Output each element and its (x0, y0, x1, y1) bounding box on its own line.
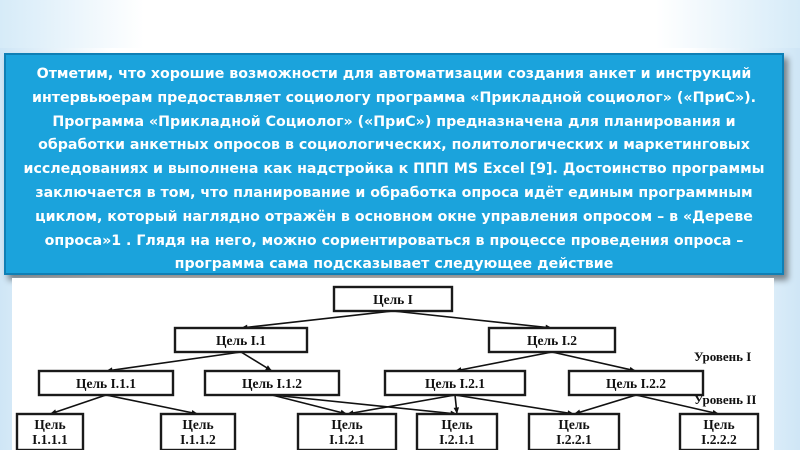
node-label: I.2.2.2 (701, 432, 737, 447)
edge-g11-g112 (241, 352, 272, 371)
node-g121 (385, 371, 525, 395)
node-g1 (334, 287, 452, 311)
node-label: Цель I.2.1 (424, 376, 486, 391)
node-g122 (569, 371, 703, 395)
node-g1121 (298, 414, 396, 450)
node-g1112 (161, 414, 235, 450)
edge-g111-g1112 (106, 395, 198, 415)
node-g1211 (417, 414, 497, 450)
node-label: I.1.1.2 (180, 432, 216, 447)
node-label: I.1.1.1 (32, 432, 68, 447)
node-label: Цель I.2 (527, 333, 577, 348)
edge-g12-g121 (455, 352, 552, 372)
node-g111 (39, 371, 173, 395)
node-label: I.2.1.1 (439, 432, 475, 447)
node-label: Цель (182, 417, 214, 432)
node-label: Цель (703, 417, 735, 432)
node-label: Цель I.2.2 (605, 376, 667, 391)
node-g1222 (680, 414, 758, 450)
node-label: Цель I.1 (216, 333, 266, 348)
text-panel (4, 53, 784, 275)
goal-tree-svg (12, 278, 774, 450)
node-label: I.2.2.1 (556, 432, 592, 447)
node-label: Цель I (373, 292, 413, 307)
edge-g121-g1221 (455, 395, 574, 416)
node-g11 (175, 328, 307, 352)
slide-top-strip (0, 0, 800, 48)
edge-g112-g1121 (272, 395, 347, 415)
edge-g122-g1221 (574, 395, 636, 415)
node-g1221 (529, 414, 619, 450)
level-label-1: Уровень I (694, 349, 752, 364)
edge-g12-g122 (552, 352, 636, 372)
goal-tree-diagram (12, 278, 774, 450)
edge-g121-g1211 (454, 395, 459, 414)
node-g12 (489, 328, 615, 352)
level-label-2: Уровень II (694, 392, 757, 407)
node-label: Цель I.1.1 (75, 376, 137, 391)
slide-paragraph: Отметим, что хорошие возможности для автоматизации создания анкет и инструкций интервьюерам предоставляет социологу программа «Прикладной социолог» («ПриС»). Программа «Прикладной Социолог» («ПриС») предназначена для планирования и обработки анкетных опросов в социологических, политологических и маркетинговых исследованиях и выполнена как надстройка к ППП MS Excel [9]. Достоинство программы заключается в том, что планирование и обработка опроса идёт единым программным циклом, который наглядно отражён в основном окне управления опросом – в «Дереве опроса»1 . Глядя на него, можно сориентироваться в процессе проведения опроса – программа сама подсказывает следующее действие (23, 66, 765, 273)
node-label: Цель I.1.2 (241, 376, 303, 391)
node-g1111 (17, 414, 83, 450)
node-label: I.1.2.1 (329, 432, 365, 447)
node-label: Цель (331, 417, 363, 432)
edge-g11-g111 (106, 352, 241, 373)
node-label: Цель (558, 417, 590, 432)
edge-g111-g1111 (50, 395, 106, 415)
node-label: Цель (34, 417, 66, 432)
node-g112 (205, 371, 339, 395)
node-label: Цель (441, 417, 473, 432)
